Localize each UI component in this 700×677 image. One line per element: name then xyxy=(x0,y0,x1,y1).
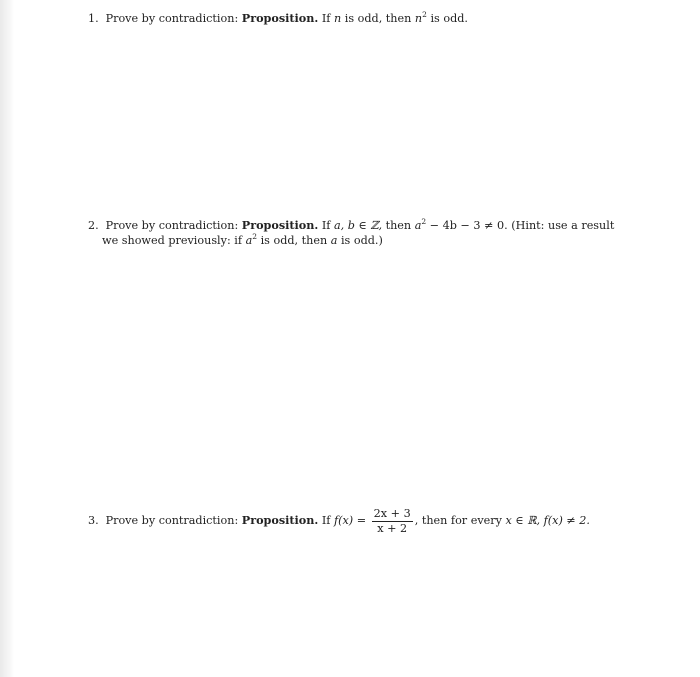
text: is odd, then xyxy=(260,234,328,247)
problem-1 xyxy=(88,11,468,26)
fraction-denominator: x + 2 xyxy=(377,521,408,535)
exponent: 2 xyxy=(422,10,427,19)
math-expr: f(x) = xyxy=(333,514,367,527)
problem-lead: Prove by contradiction: xyxy=(105,12,239,25)
hint-text: (Hint: use a result xyxy=(511,219,615,232)
math-var: a xyxy=(330,234,338,247)
problem-line-1 xyxy=(88,218,614,233)
math-expr: a, b ∈ ℤ, xyxy=(333,219,383,232)
problem-number: 1. xyxy=(88,12,99,25)
exponent: 2 xyxy=(421,217,427,226)
math-var: n xyxy=(414,12,423,25)
text: is odd.) xyxy=(340,234,383,247)
text: we showed previously: if xyxy=(102,234,243,247)
math-var: n xyxy=(333,12,342,25)
proposition-label: Proposition. xyxy=(241,513,319,527)
problem-line-2 xyxy=(88,233,614,248)
proposition-label: Proposition. xyxy=(241,218,319,232)
text: If xyxy=(321,219,331,232)
math-expr: − 4b − 3 ≠ 0. xyxy=(429,219,508,232)
problem-3 xyxy=(88,500,590,541)
text: If xyxy=(321,514,331,527)
text: If xyxy=(321,12,331,25)
problem-number: 2. xyxy=(88,219,99,232)
text: , xyxy=(414,514,419,527)
problem-2 xyxy=(88,218,614,248)
text: is odd. xyxy=(430,12,468,25)
text: then for every xyxy=(421,514,502,527)
exponent: 2 xyxy=(252,232,258,241)
text: is odd, then xyxy=(344,12,412,25)
problem-lead: Prove by contradiction: xyxy=(105,514,239,527)
problem-lead: Prove by contradiction: xyxy=(105,219,239,232)
math-expr: f(x) ≠ 2. xyxy=(543,514,590,527)
math-expr: x ∈ ℝ, xyxy=(505,514,541,527)
page-left-edge xyxy=(0,0,14,677)
fraction-numerator: 2x + 3 xyxy=(373,506,411,520)
math-var: a xyxy=(414,219,422,232)
text: then xyxy=(385,219,412,232)
problem-number: 3. xyxy=(88,514,99,527)
proposition-label: Proposition. xyxy=(241,11,319,25)
fraction xyxy=(372,508,413,535)
math-var: a xyxy=(245,234,253,247)
